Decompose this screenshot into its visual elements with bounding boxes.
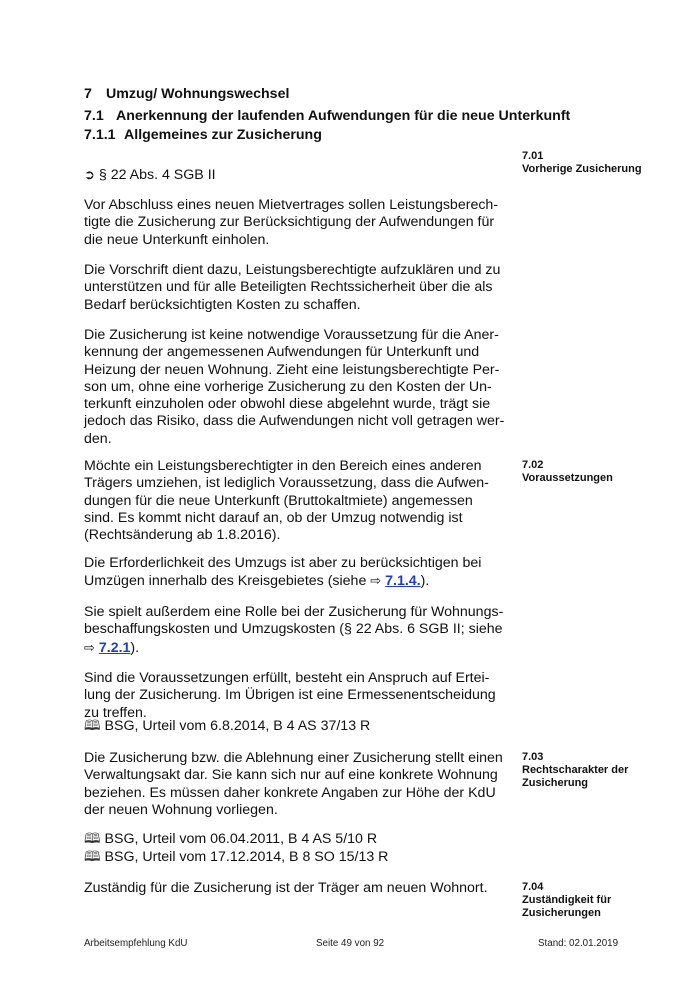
- margin-note-number: 7.04: [522, 881, 544, 893]
- heading-section: [84, 108, 570, 124]
- heading-chapter: [84, 86, 289, 102]
- margin-note-text: Vorherige Zusicherung: [522, 163, 642, 176]
- footer-date: Stand: 02.01.2019: [538, 938, 619, 949]
- paragraph-9: Zuständig für die Zusicherung ist der Träger am neuen Wohnort.: [84, 880, 488, 896]
- paragraph-2: Die Vorschrift dient dazu, Leistungsberechtigte aufzuklären und zu unterstützen und für alle Beteiligten Rechtssicherheit über die als Bedarf berücksichtigten Kosten zu schaffen.: [84, 262, 501, 313]
- arrow-right-icon: ⇨: [370, 573, 382, 589]
- book-icon: 🕮: [84, 830, 101, 846]
- paragraph-5-text: Die Erforderlichkeit des Umzugs ist aber zu berücksichtigen bei Umzügen innerhalb des Kreisgebietes (siehe: [84, 555, 482, 590]
- citation-1-text: BSG, Urteil vom 6.8.2014, B 4 AS 37/13 R: [104, 718, 371, 734]
- heading-subsection: [84, 127, 322, 143]
- heading-subsection-text: Allgemeines zur Zusicherung: [124, 127, 322, 143]
- heading-subsection-number: 7.1.1: [84, 127, 116, 143]
- paragraph-5-end: ).: [420, 573, 430, 590]
- footer-page-number: Seite 49 von 92: [316, 938, 385, 949]
- heading-section-text: Anerkennung der laufenden Aufwendungen für die neue Unterkunft: [116, 108, 571, 124]
- footer-left: Arbeitsempfehlung KdU: [84, 938, 188, 949]
- citation-3: [84, 848, 506, 866]
- paragraph-3: Die Zusicherung ist keine notwendige Voraussetzung für die Anerkennung der angemessenen Aufwendungen für Unterkunft und Heizung der neuen Wohnung. Zieht eine leistungsberechtigte Person um, ohne eine vorherige Zusicherung zu den Kosten der Unterkunft einzuholen oder obwohl diese abgelehnt wurde, trägt sie jedoch das Risiko, dass die Aufwendungen nicht voll getragen werden.: [84, 327, 505, 447]
- margin-note-text: Zuständigkeit für Zusicherungen: [522, 894, 612, 920]
- paragraph-6: [84, 604, 506, 657]
- paragraph-4: Möchte ein Leistungsberechtigter in den Bereich eines anderen Trägers umziehen, ist lediglich Voraussetzung, dass die Aufwendungen für die neue Unterkunft (Bruttokaltmiete) angemessen sind. Es kommt nicht darauf an, ob der Umzug notwendig ist (Rechtsänderung ab 1.8.2016).: [84, 458, 489, 544]
- book-icon: 🕮: [84, 717, 101, 733]
- paragraph-5: [84, 555, 506, 591]
- book-icon: 🕮: [84, 848, 101, 864]
- paragraph-6-end: ).: [130, 639, 140, 656]
- margin-note-number: 7.03: [522, 751, 544, 763]
- citation-3-text: BSG, Urteil vom 17.12.2014, B 8 SO 15/13 R: [104, 849, 389, 865]
- margin-note-7-01: [522, 150, 647, 176]
- margin-note-text: Voraussetzungen: [522, 472, 613, 485]
- paragraph-1: Vor Abschluss eines neuen Mietvertrages sollen Leistungsberechtigte die Zusicherung zur Berücksichtigung der Aufwendungen für die neue Unterkunft einholen.: [84, 197, 499, 248]
- law-reference-text: § 22 Abs. 4 SGB II: [98, 167, 216, 183]
- paragraph-7: Sind die Voraussetzungen erfüllt, besteht ein Anspruch auf Erteilung der Zusicherung. Im Übrigen ist eine Ermessenentscheidung zu treffen.: [84, 670, 496, 721]
- citation-1: [84, 717, 506, 735]
- law-reference: [84, 166, 506, 184]
- heading-chapter-text: Umzug/ Wohnungswechsel: [106, 86, 290, 102]
- paragraph-8: Die Zusicherung bzw. die Ablehnung einer Zusicherung stellt einen Verwaltungsakt dar. Sie kann sich nur auf eine konkrete Wohnung beziehen. Es müssen daher konkrete Angaben zur Höhe der KdU der neuen Wohnung vorliegen.: [84, 750, 503, 818]
- heading-chapter-number: 7: [84, 86, 92, 102]
- paragraph-6-text: Sie spielt außerdem eine Rolle bei der Zusicherung für Wohnungsbeschaffungskosten und Umzugskosten (§ 22 Abs. 6 SGB II; siehe: [84, 604, 504, 638]
- link-7-1-4[interactable]: 7.1.4.: [385, 573, 421, 590]
- citation-2-text: BSG, Urteil vom 06.04.2011, B 4 AS 5/10 R: [104, 831, 378, 847]
- margin-note-text: Rechtscharakter der Zusicherung: [522, 764, 629, 790]
- margin-note-number: 7.01: [522, 150, 544, 162]
- heading-section-number: 7.1: [84, 108, 104, 124]
- margin-note-7-03: [522, 751, 647, 791]
- link-7-2-1[interactable]: 7.2.1: [98, 639, 131, 656]
- margin-note-7-02: [522, 459, 647, 485]
- arrow-right-icon: ⇨: [84, 639, 95, 655]
- margin-note-number: 7.02: [522, 459, 544, 471]
- margin-note-7-04: [522, 881, 647, 921]
- arrow-right-icon: ➲: [84, 167, 95, 182]
- citation-2: [84, 830, 506, 848]
